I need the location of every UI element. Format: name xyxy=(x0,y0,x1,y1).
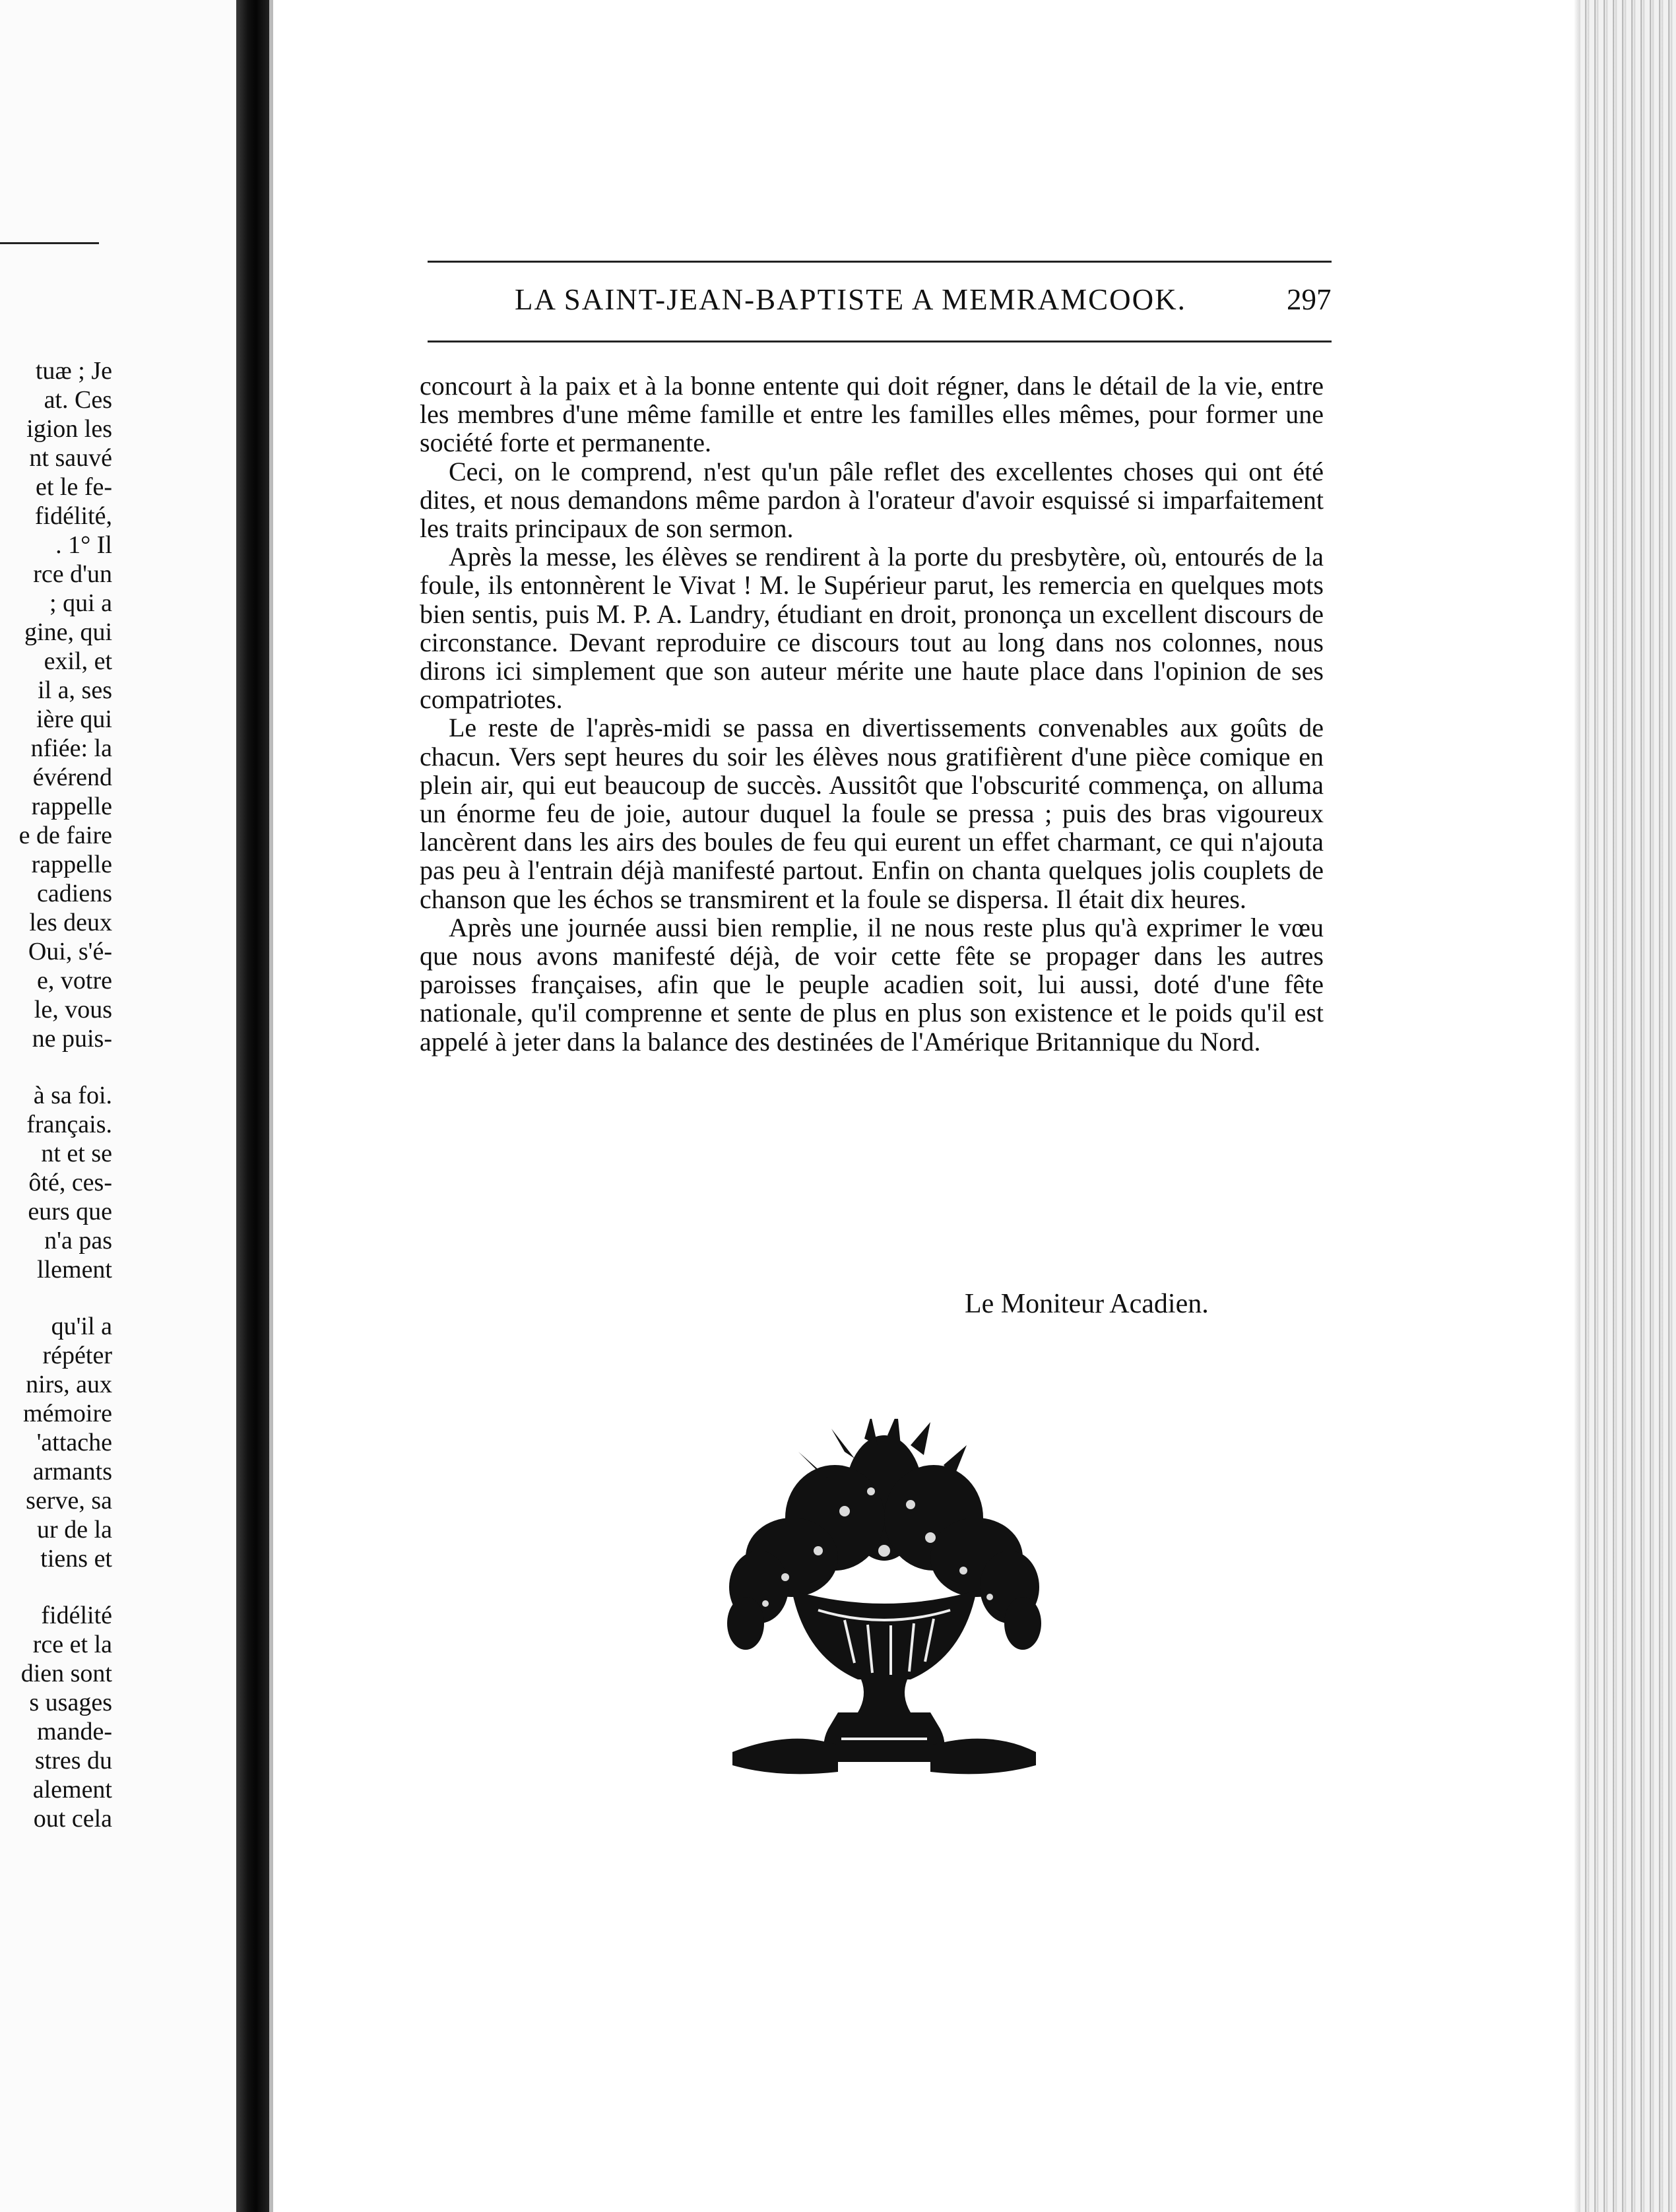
book-gutter xyxy=(236,0,269,2212)
left-page-header-rule xyxy=(0,242,99,244)
left-page-line: qu'il a xyxy=(51,1313,112,1340)
header-bottom-rule xyxy=(428,341,1332,342)
paragraph: Le reste de l'après-midi se passa en divertissements convenables aux goûts de chacun. Vers sept heures du soir les élèves nous gratifièrent d'une pièce comique en plein air, qui eut beaucoup de succès. Aussitôt que l'obscurité commença, on alluma un énorme feu de joie, autour duquel la foule se pressa ; puis des bras vigoureux lancèrent dans les airs des boules de feu qui eurent un effet charmant, ce qui n'ajouta pas peu à l'entrain déjà manifesté partout. Enfin on chanta quelques jolis couplets de chanson que les échos se transmirent et la foule se dispersa. Il était dix heures. xyxy=(420,713,1324,914)
left-page-line: out cela xyxy=(33,1805,112,1833)
left-page-line: s usages xyxy=(29,1689,112,1716)
left-page-line: exil, et xyxy=(44,647,112,675)
paragraph: Ceci, on le comprend, n'est qu'un pâle reflet des excellentes choses qui ont été dites, et nous demandons même pardon à l'orateur d'avoir esquissé si imparfaitement les traits principaux de son sermon. xyxy=(420,456,1324,544)
left-page-line: nfiée: la xyxy=(30,734,112,762)
left-page-line: les deux xyxy=(29,909,112,936)
book-page-edges xyxy=(1580,0,1676,2212)
left-page-line: tiens et xyxy=(40,1545,112,1573)
left-page-line: tuæ ; Je xyxy=(35,357,112,385)
left-page-line: nt et se xyxy=(41,1140,112,1167)
header-top-rule xyxy=(428,261,1332,263)
left-page-line: évérend xyxy=(32,764,112,791)
left-page-line: armants xyxy=(32,1458,112,1485)
left-page-line: rce d'un xyxy=(33,560,112,588)
left-page-line: igion les xyxy=(26,415,112,443)
left-page-line: ôté, ces- xyxy=(28,1169,112,1196)
left-page-line: 'attache xyxy=(36,1429,112,1456)
left-page-line: e, votre xyxy=(37,967,112,994)
left-page-line: ne puis- xyxy=(32,1025,112,1053)
left-page-line: ur de la xyxy=(37,1516,112,1544)
left-facing-page xyxy=(0,0,238,2212)
left-page-line: Oui, s'é- xyxy=(28,938,112,965)
left-page-line: . 1° Il xyxy=(55,531,112,559)
left-page-line: rappelle xyxy=(31,851,112,878)
left-page-line: cadiens xyxy=(37,880,112,907)
left-page-line: llement xyxy=(37,1256,112,1284)
left-page-line: rappelle xyxy=(31,793,112,820)
left-page-line: fidélité xyxy=(41,1602,112,1629)
left-page-line: fidélité, xyxy=(34,502,112,530)
left-page-line: et le fe- xyxy=(35,473,112,501)
left-page-line: alement xyxy=(32,1776,112,1804)
left-page-line xyxy=(0,1573,112,1601)
left-page-line: nirs, aux xyxy=(26,1371,112,1398)
left-page-line: répéter xyxy=(42,1342,112,1369)
left-page-line: à sa foi. xyxy=(33,1082,112,1109)
left-page-line: mande- xyxy=(37,1718,112,1745)
left-page-line: e de faire xyxy=(18,822,112,849)
left-page-line: nt sauvé xyxy=(29,444,112,472)
left-page-line: stres du xyxy=(34,1747,112,1774)
left-page-line: at. Ces xyxy=(44,386,112,414)
page-number: 297 xyxy=(1287,283,1332,316)
left-page-line: rce et la xyxy=(32,1631,112,1658)
page-edge xyxy=(269,0,273,2212)
article-body xyxy=(420,372,1324,1056)
left-page-line xyxy=(0,1053,112,1081)
left-page-text xyxy=(0,356,112,1833)
left-page-line: français. xyxy=(26,1111,112,1138)
left-page-line xyxy=(0,1284,112,1312)
left-page-line: ière qui xyxy=(36,705,112,733)
left-page-line: n'a pas xyxy=(44,1227,112,1254)
left-page-line: serve, sa xyxy=(26,1487,112,1514)
running-title: LA SAINT-JEAN-BAPTISTE A MEMRAMCOOK. xyxy=(515,283,1186,316)
signature: Le Moniteur Acadien. xyxy=(965,1289,1209,1319)
left-page-line: il a, ses xyxy=(38,676,112,704)
left-page-line: le, vous xyxy=(34,996,112,1024)
left-page-line: eurs que xyxy=(28,1198,112,1225)
left-page-line: mémoire xyxy=(22,1400,112,1427)
left-page-line: dien sont xyxy=(20,1660,112,1687)
paragraph: concourt à la paix et à la bonne entente qui doit régner, dans le détail de la vie, entre les membres d'une même famille et entre les familles elles mêmes, pour former une société forte et permanente. xyxy=(420,371,1324,458)
left-page-line: gine, qui xyxy=(24,618,112,646)
flower-vase-vignette-icon xyxy=(713,1419,1056,1828)
left-page-line: ; qui a xyxy=(49,589,112,617)
paragraph: Après la messe, les élèves se rendirent à la porte du presbytère, où, entourés de la foule, ils entonnèrent le Vivat ! M. le Supérieur parut, les remercia en quelques mots bien sentis, puis M. P. A. Landry, étudiant en droit, prononça un excellent discours de circonstance. Devant reproduire ce discours tout au long dans nos colonnes, nous dirons ici simplement que son auteur mérite une haute place dans l'opinion de ses compatriotes. xyxy=(420,542,1324,715)
paragraph: Après une journée aussi bien remplie, il ne nous reste plus qu'à exprimer le vœu que nous avons manifesté déjà, de voir cette fête se propager dans les autres paroisses françaises, afin que le peuple acadien soit, lui aussi, doté d'une fête nationale, qu'il comprenne et sente de plus en plus son existence et le poids qu'il est appelé à jeter dans la balance des destinées de l'Amérique Britannique du Nord. xyxy=(420,912,1324,1057)
